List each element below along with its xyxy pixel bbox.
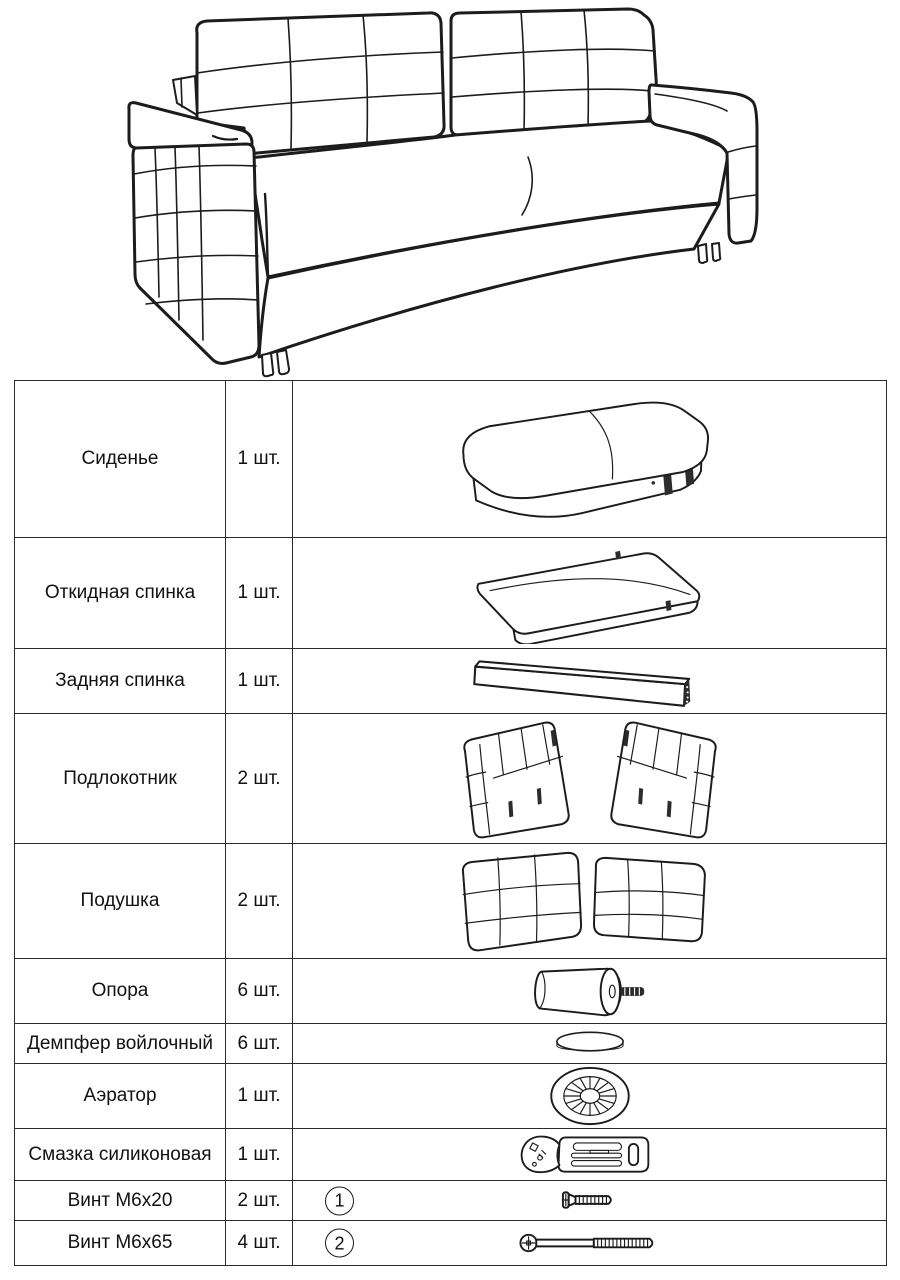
screw-m6x65-illustration <box>519 1232 661 1254</box>
part-name: Сиденье <box>15 381 226 538</box>
part-name: Опора <box>15 959 226 1024</box>
part-name: Смазка силиконовая <box>15 1129 226 1181</box>
part-qty: 4 шт. <box>226 1221 293 1266</box>
aerator-illustration <box>545 1065 635 1127</box>
part-name: Откидная спинка <box>15 538 226 649</box>
part-name: Подлокотник <box>15 714 226 844</box>
table-row <box>15 538 887 649</box>
armrest-illustration <box>452 718 728 840</box>
part-qty: 1 шт. <box>226 538 293 649</box>
table-row <box>15 1129 887 1181</box>
support-leg-illustration <box>524 961 656 1021</box>
step-badge-2: 2 <box>325 1229 354 1258</box>
table-row <box>15 959 887 1024</box>
table-row <box>15 381 887 538</box>
step-badge-1: 1 <box>325 1186 354 1215</box>
screw-m6x20-illustration <box>560 1190 620 1210</box>
part-qty: 2 шт. <box>226 1181 293 1221</box>
part-qty: 1 шт. <box>226 1064 293 1129</box>
part-qty: 6 шт. <box>226 959 293 1024</box>
cushion-illustration <box>451 848 729 955</box>
part-name: Винт М6х65 <box>15 1221 226 1266</box>
part-name: Демпфер войлочный <box>15 1024 226 1064</box>
part-qty: 2 шт. <box>226 844 293 959</box>
sofa-illustration-area <box>0 0 900 380</box>
silicone-grease-illustration <box>510 1130 670 1180</box>
part-name: Подушка <box>15 844 226 959</box>
part-name: Винт М6х20 <box>15 1181 226 1221</box>
parts-table <box>14 380 887 1266</box>
part-qty: 6 шт. <box>226 1024 293 1064</box>
part-name: Аэратор <box>15 1064 226 1129</box>
table-row <box>15 844 887 959</box>
part-name: Задняя спинка <box>15 649 226 714</box>
felt-damper-illustration <box>548 1030 632 1058</box>
rear-back-panel-illustration <box>466 652 714 710</box>
part-qty: 1 шт. <box>226 649 293 714</box>
part-qty: 1 шт. <box>226 1129 293 1181</box>
table-row <box>15 714 887 844</box>
part-qty: 2 шт. <box>226 714 293 844</box>
sofa-illustration <box>120 0 780 380</box>
table-row <box>15 1064 887 1129</box>
table-row <box>15 1181 887 1221</box>
part-qty: 1 шт. <box>226 381 293 538</box>
seat-illustration <box>444 388 736 530</box>
folding-backrest-illustration <box>464 543 716 644</box>
table-row <box>15 649 887 714</box>
table-row <box>15 1221 887 1266</box>
table-row <box>15 1024 887 1064</box>
